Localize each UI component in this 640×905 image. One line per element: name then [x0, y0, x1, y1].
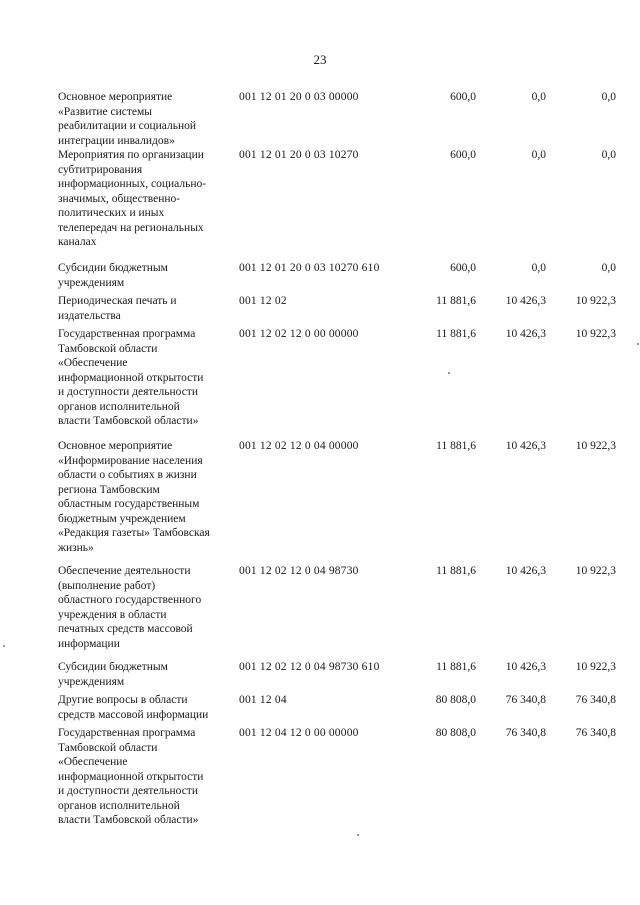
row-name-line: «Обеспечение — [58, 357, 128, 369]
row-name-line: печатных средств массовой — [58, 623, 193, 635]
row-name-line: интеграции инвалидов» — [58, 134, 175, 147]
value-2022: 10 426,3 — [505, 661, 546, 673]
row-name-line: учреждениям — [58, 276, 125, 289]
row-name — [58, 726, 233, 828]
value-2023: 76 340,8 — [575, 727, 616, 739]
row-name — [58, 90, 233, 148]
row-name-line: Основное мероприятие — [58, 440, 173, 452]
table-row — [0, 660, 640, 693]
scan-speck — [357, 834, 359, 836]
row-name-line: политических и иных — [58, 207, 165, 219]
row-name-line: Мероприятия по организации — [58, 149, 204, 161]
value-2021: 600,0 — [450, 149, 476, 161]
row-name-line: информации — [58, 637, 120, 650]
row-name-line: информационной открытости — [58, 770, 204, 783]
row-name-line: органов исполнительной — [58, 799, 180, 812]
row-name-line: Обеспечение деятельности — [58, 565, 191, 577]
value-2023: 10 922,3 — [575, 328, 616, 340]
table-row — [0, 726, 640, 846]
row-name-line: области о событиях в жизни — [58, 469, 197, 481]
row-name-line: «Развитие системы — [58, 105, 153, 118]
row-name-line: Основное мероприятие — [58, 91, 173, 103]
row-name-line: учреждениям — [58, 675, 125, 688]
budget-table — [0, 90, 640, 846]
table-row — [0, 261, 640, 294]
page-number: 23 — [313, 52, 327, 67]
value-2021: 600,0 — [450, 91, 476, 103]
row-name — [58, 294, 233, 323]
row-code: 001 12 01 20 0 03 10270 — [239, 149, 359, 161]
row-code: 001 12 02 12 0 04 98730 — [239, 565, 359, 577]
row-code: 001 12 02 — [239, 295, 287, 307]
row-name-line: Тамбовской области — [58, 342, 158, 355]
table-row — [0, 148, 640, 261]
row-name-line: власти Тамбовской области» — [58, 814, 199, 826]
table-row — [0, 564, 640, 660]
row-code: 001 12 04 12 0 00 00000 — [239, 727, 359, 739]
table-row — [0, 693, 640, 726]
value-2022: 10 426,3 — [505, 565, 546, 577]
value-2022: 76 340,8 — [505, 727, 546, 739]
value-2023: 0,0 — [601, 262, 616, 274]
row-name-line: Государственная программа — [58, 328, 196, 340]
row-name — [58, 327, 233, 429]
value-2023: 0,0 — [601, 149, 616, 161]
row-name-line: информационных, социально- — [58, 178, 207, 190]
row-code: 001 12 02 12 0 00 00000 — [239, 328, 359, 340]
row-name-line: Государственная программа — [58, 727, 196, 739]
value-2021: 600,0 — [450, 262, 476, 274]
row-code: 001 12 01 20 0 03 10270 610 — [239, 262, 380, 274]
row-name-line: «Обеспечение — [58, 756, 128, 768]
value-2023: 10 922,3 — [575, 295, 616, 307]
value-2023: 0,0 — [601, 91, 616, 103]
row-name — [58, 660, 233, 689]
row-name-line: Субсидии бюджетным — [58, 661, 168, 673]
row-code: 001 12 01 20 0 03 00000 — [239, 91, 359, 103]
value-2023: 10 922,3 — [575, 661, 616, 673]
row-name — [58, 693, 233, 722]
row-name-line: информационной открытости — [58, 371, 204, 384]
value-2021: 11 881,6 — [436, 661, 476, 673]
row-name — [58, 564, 233, 651]
value-2021: 80 808,0 — [435, 727, 476, 739]
scan-speck — [3, 645, 5, 647]
value-2021: 11 881,6 — [436, 440, 476, 452]
value-2022: 0,0 — [531, 91, 546, 103]
value-2022: 10 426,3 — [505, 440, 546, 452]
row-name-line: значимых, общественно- — [58, 192, 181, 205]
scan-speck — [448, 372, 450, 374]
row-name-line: и доступности деятельности — [58, 386, 198, 398]
value-2022: 10 426,3 — [505, 295, 546, 307]
table-row — [0, 327, 640, 439]
value-2021: 80 808,0 — [435, 694, 476, 706]
row-name — [58, 439, 233, 555]
row-name-line: учреждения в области — [58, 608, 167, 621]
row-name — [58, 261, 233, 290]
row-code: 001 12 02 12 0 04 98730 610 — [239, 661, 380, 673]
row-name-line: «Редакция газеты» Тамбовская — [58, 527, 210, 539]
table-row — [0, 90, 640, 148]
row-name-line: региона Тамбовским — [58, 483, 160, 496]
row-name-line: областным государственным — [58, 498, 200, 510]
value-2023: 76 340,8 — [575, 694, 616, 706]
table-row — [0, 439, 640, 564]
value-2022: 10 426,3 — [505, 328, 546, 340]
value-2022: 76 340,8 — [505, 694, 546, 706]
value-2022: 0,0 — [531, 262, 546, 274]
table-row — [0, 294, 640, 327]
row-name-line: телепередач на региональных — [58, 221, 204, 234]
row-name-line: Другие вопросы в области — [58, 694, 188, 706]
row-name-line: Периодическая печать и — [58, 295, 177, 307]
row-name-line: каналах — [58, 236, 97, 248]
row-name-line: и доступности деятельности — [58, 785, 198, 797]
row-name-line: Субсидии бюджетным — [58, 262, 168, 274]
row-name-line: областного государственного — [58, 594, 202, 606]
row-name-line: органов исполнительной — [58, 400, 180, 413]
value-2023: 10 922,3 — [575, 440, 616, 452]
row-name — [58, 148, 233, 250]
value-2023: 10 922,3 — [575, 565, 616, 577]
row-code: 001 12 02 12 0 04 00000 — [239, 440, 359, 452]
value-2021: 11 881,6 — [436, 295, 476, 307]
row-name-line: издательства — [58, 309, 121, 322]
row-name-line: Тамбовской области — [58, 741, 158, 754]
row-name-line: жизнь» — [58, 541, 94, 554]
scan-speck — [637, 343, 639, 345]
value-2021: 11 881,6 — [436, 565, 476, 577]
row-name-line: средств массовой информации — [58, 708, 209, 721]
row-name-line: власти Тамбовской области» — [58, 415, 199, 427]
row-name-line: реабилитации и социальной — [58, 120, 197, 132]
row-code: 001 12 04 — [239, 694, 287, 706]
row-name-line: «Информирование населения — [58, 454, 203, 467]
row-name-line: (выполнение работ) — [58, 579, 156, 592]
value-2021: 11 881,6 — [436, 328, 476, 340]
value-2022: 0,0 — [531, 149, 546, 161]
row-name-line: субтитрирования — [58, 163, 143, 176]
row-name-line: бюджетным учреждением — [58, 512, 186, 525]
